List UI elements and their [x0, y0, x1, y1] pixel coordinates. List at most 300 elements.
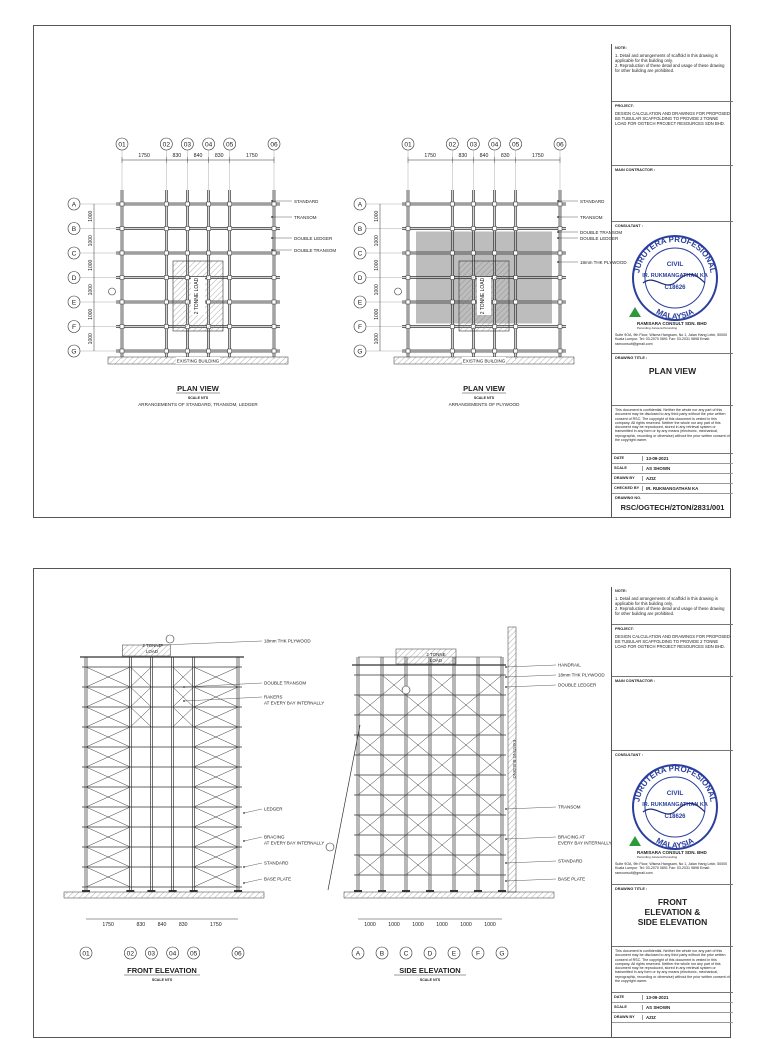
side-elevation: [326, 627, 612, 982]
grid-row-G-label: G: [357, 348, 363, 356]
coupler: [514, 202, 518, 206]
coupler: [514, 325, 518, 329]
front-leader-5: [244, 863, 262, 867]
coupler: [228, 325, 232, 329]
main-contractor-header: MAIN CONTRACTOR :: [615, 168, 656, 172]
side-callout-6: BASE PLATE: [558, 876, 586, 882]
meta-drawn-by-2: DRAWN BY AZIZ: [612, 1013, 733, 1023]
coupler: [406, 227, 410, 231]
existing-building-label: EXISTING BUILDING: [462, 358, 506, 364]
seal-top-path: JURUTERA PROFESIONAL: [632, 763, 718, 803]
main-contractor-box-2: [612, 677, 733, 751]
drawing-title-header: DRAWING TITLE :: [615, 356, 648, 360]
coupler: [272, 325, 276, 329]
side-dim-3: 1000: [436, 922, 448, 928]
side-grid-A-label: A: [355, 950, 361, 958]
front-dim-1: 830: [136, 922, 146, 928]
engineer-seal-icon: [625, 233, 725, 323]
grid-row-G-label: G: [71, 348, 77, 356]
drawing-title-box-2: [612, 885, 733, 947]
section-marker-icon: [326, 843, 334, 851]
sheet2-svg: [34, 569, 610, 1039]
grid-col-04-label: 04: [204, 141, 213, 149]
coupler: [450, 251, 454, 255]
grid-col-01-label: 01: [118, 141, 126, 149]
base-plate: [354, 890, 362, 892]
base-plate: [234, 890, 242, 892]
notes-box: [612, 44, 733, 102]
coupler: [120, 276, 124, 280]
dim-col-0: 1750: [138, 153, 150, 159]
callout-2: DOUBLE TRANSOM: [580, 229, 623, 235]
coupler: [471, 227, 475, 231]
callout-3: DOUBLE TRANSOM: [294, 247, 337, 253]
coupler: [558, 349, 562, 353]
callout-leader-0-tip: [557, 200, 559, 202]
side-callout-0: HANDRAIL: [558, 662, 581, 668]
coupler: [120, 300, 124, 304]
note-2: 2. Reproduction of these detail and usage of these drawing for other building are prohibited.: [615, 63, 725, 73]
coupler: [164, 325, 168, 329]
callout-leader-3-tip: [557, 237, 559, 239]
engineer-stamp-2: [615, 760, 730, 850]
dim-row-5: 1000: [88, 333, 94, 345]
ground-slab: [344, 892, 554, 898]
front-grid-05-label: 05: [189, 950, 198, 958]
front-leader-4-tip: [243, 840, 245, 842]
grid-row-F-label: F: [71, 323, 77, 331]
engineer-seal-icon: [625, 762, 725, 852]
side-leader-6-tip: [505, 880, 507, 882]
front-title: FRONT ELEVATION: [127, 966, 197, 975]
coupler: [164, 300, 168, 304]
coupler: [558, 251, 562, 255]
base-plate: [378, 890, 386, 892]
coupler: [493, 202, 497, 206]
base-plate: [126, 890, 134, 892]
callout-leader-1-tip: [557, 216, 559, 218]
coupler: [228, 227, 232, 231]
side-grid-F-label: F: [475, 950, 481, 958]
coupler: [185, 251, 189, 255]
grid-row-B-label: B: [357, 225, 363, 233]
confidential-text: This document is confidential. Neither the whole nor any part of this document may be disclosed to any third party without the prior written consent of RSC. The copyright of this document is vested in this company. All rights reserved. Neither the whole nor any part of this document may be reproduced, stored in any retrieval system or transmitted in any form or by any means (electronic, mechanical, reprographic, recording or otherwise) without the prior written consent of the copyright owner.: [615, 408, 730, 443]
ground-slab: [64, 892, 264, 898]
coupler: [514, 349, 518, 353]
seal-number: C18626: [664, 285, 686, 291]
coupler: [207, 202, 211, 206]
front-callout-0: 18mm THK PLYWOOD: [264, 638, 311, 644]
coupler: [207, 251, 211, 255]
side-grid-C-label: C: [403, 950, 409, 958]
coupler: [120, 202, 124, 206]
front-grid-02-label: 02: [126, 950, 135, 958]
dim-col-3: 830: [500, 153, 510, 159]
coupler: [120, 349, 124, 353]
coupler: [164, 349, 168, 353]
consultant-header: CONSULTANT :: [615, 224, 643, 228]
front-leader-4: [244, 837, 262, 841]
side-callout-1: 18mm THK PLYWOOD: [558, 672, 605, 678]
coupler: [207, 349, 211, 353]
front-leader-3-tip: [243, 812, 245, 814]
coupler: [406, 300, 410, 304]
base-plate: [474, 890, 482, 892]
coupler: [272, 300, 276, 304]
coupler: [164, 202, 168, 206]
drawing-no: RSC/OGTECH/2TON/2831/001: [620, 503, 725, 512]
coupler: [120, 227, 124, 231]
coupler: [406, 276, 410, 280]
load-label: 2 TONNE LOAD: [480, 277, 486, 315]
coupler: [164, 276, 168, 280]
section-marker-icon: [109, 288, 116, 295]
coupler: [514, 227, 518, 231]
front-grid-03-label: 03: [147, 950, 156, 958]
coupler: [185, 202, 189, 206]
callout-0: STANDARD: [294, 198, 319, 204]
coupler: [272, 202, 276, 206]
callout-leader-2-tip: [271, 237, 273, 239]
coupler: [228, 300, 232, 304]
callout-1: TRANSOM: [580, 214, 603, 220]
seal-top-path: JURUTERA PROFESIONAL: [632, 234, 718, 274]
callout-leader-0-tip: [271, 200, 273, 202]
plan-right: [354, 138, 627, 407]
coupler: [406, 202, 410, 206]
coupler: [514, 251, 518, 255]
coupler: [185, 227, 189, 231]
drawing-title-box: [612, 354, 733, 406]
consultant-header-2: CONSULTANT :: [615, 753, 643, 757]
coupler: [185, 349, 189, 353]
dim-row-0: 1000: [374, 210, 380, 222]
side-dim-2: 1000: [412, 922, 424, 928]
coupler: [558, 227, 562, 231]
coupler: [514, 276, 518, 280]
drawing-sheet-2: [33, 568, 731, 1038]
grid-col-06-label: 06: [270, 141, 278, 149]
grid-col-03-label: 03: [183, 141, 192, 149]
seal-name: IR. RUKMANGATHAN KA: [642, 802, 708, 808]
firm-address: Suite 9OA, 9th Floor, Wisma Hangsam, No 1, Jalan Hang Lekir, 50000 Kuala Lumpur. Tel: 03-2070 0891 Fax: 03-2031 9898 Email: ramconsult@gmail.com: [615, 333, 728, 346]
coupler: [272, 276, 276, 280]
front-callout-3: LEDGER: [264, 806, 283, 812]
grid-row-D-label: D: [71, 274, 77, 282]
grid-col-01-label: 01: [404, 141, 412, 149]
coupler: [514, 300, 518, 304]
front-leader-6: [244, 879, 262, 883]
coupler: [120, 325, 124, 329]
project-header-2: PROJECT:: [615, 627, 634, 631]
front-elevation: [64, 635, 324, 982]
coupler: [471, 349, 475, 353]
coupler: [493, 349, 497, 353]
front-leader-6-tip: [243, 882, 245, 884]
grid-row-B-label: B: [71, 225, 77, 233]
coupler: [493, 251, 497, 255]
front-grid-04-label: 04: [168, 950, 177, 958]
dim-row-1: 1000: [374, 235, 380, 247]
side-callout-2: DOUBLE LEDGER: [558, 682, 597, 688]
side-leader-3-tip: [505, 808, 507, 810]
side-dim-1: 1000: [388, 922, 400, 928]
side-callout-4: BRACING AT: [558, 834, 585, 840]
side-leader-0-tip: [505, 666, 507, 668]
project-header: PROJECT:: [615, 104, 634, 108]
coupler: [228, 349, 232, 353]
side-grid-D-label: D: [427, 950, 433, 958]
meta-table-2: [612, 993, 733, 1023]
confidential-text-2: This document is confidential. Neither the whole nor any part of this document may be disclosed to any third party without the prior written consent of RSC. The copyright of this document is vested in this company. All rights reserved. Neither the whole nor any part of this document may be reproduced, stored in any retrieval system or transmitted in any form or by any means (electronic, mechanical, reprographic, recording or otherwise) without the prior written consent of the copyright owner.: [615, 949, 730, 984]
callout-4: 18mm THK PLYWOOD: [580, 259, 627, 265]
drawing-no-header: DRAWING NO.: [615, 496, 642, 500]
firm-logo-icon: [629, 307, 641, 317]
meta-scale-2: SCALE AS SHOWN: [612, 1003, 733, 1013]
note-1: 1. Detail and arrangements of scaffold in this drawing is applicable for this building only.: [615, 53, 718, 63]
coupler: [272, 251, 276, 255]
coupler: [558, 202, 562, 206]
front-leader-1: [184, 683, 262, 687]
section-marker-icon-2: [402, 686, 410, 694]
grid-col-05-label: 05: [511, 141, 520, 149]
firm-address-2: Suite 9OA, 9th Floor, Wisma Hangsam, No 1, Jalan Hang Lekir, 50000 Kuala Lumpur. Tel: 03-2070 0891 Fax: 03-2031 9898 Email: ramconsult@gmail.com: [615, 862, 728, 875]
meta-scale: SCALE AS SHOWN: [612, 464, 733, 474]
dim-row-5: 1000: [374, 333, 380, 345]
seal-bottom-path: MALAYSIA: [654, 306, 696, 322]
dim-row-2: 1000: [374, 259, 380, 271]
drawing-title-header-2: DRAWING TITLE :: [615, 887, 648, 891]
view-subtitle: ARRANGEMENTS OF PLYWOOD: [448, 402, 520, 407]
side-leader-5-tip: [505, 862, 507, 864]
front-grid-01-label: 01: [82, 950, 90, 958]
seal-number: C18626: [664, 814, 686, 820]
coupler: [471, 251, 475, 255]
grid-row-A-label: A: [357, 201, 363, 209]
seal-bottom-text: [655, 836, 696, 850]
section-marker-icon: [166, 635, 174, 643]
firm-reg: Perunding Jurutera Perunding: [637, 326, 678, 330]
coupler: [558, 276, 562, 280]
grid-row-A-label: A: [71, 201, 77, 209]
meta-drawn-by: DRAWN BY AZIZ: [612, 474, 733, 484]
dim-row-4: 1000: [88, 308, 94, 320]
firm-name: RAMISARA CONSULT SDN. BHD: [637, 321, 707, 326]
coupler: [450, 349, 454, 353]
front-scale: SCALE NTS: [151, 978, 173, 982]
grid-col-04-label: 04: [490, 141, 499, 149]
side-grid-E-label: E: [451, 950, 457, 958]
dim-col-2: 840: [193, 153, 203, 159]
dim-col-4: 1750: [532, 153, 544, 159]
main-contractor-box: [612, 166, 733, 222]
dim-col-4: 1750: [246, 153, 258, 159]
main-contractor-header-2: MAIN CONTRACTOR :: [615, 679, 656, 683]
grid-col-03-label: 03: [469, 141, 478, 149]
grid-row-E-label: E: [357, 299, 363, 307]
dim-col-1: 830: [458, 153, 468, 159]
base-plate: [147, 890, 155, 892]
dim-col-1: 830: [172, 153, 182, 159]
project-text-2: DESIGN CALCULATION AND DRAWINGS FOR PROPOSED BS TUBULAR SCAFFOLDING TO PROVIDE 2 TONNE LOAD FOR OGTECH PROJECT RESOURCES SDN BHD.: [615, 634, 730, 649]
seal-bottom-text: [655, 307, 696, 321]
dim-row-3: 1000: [88, 284, 94, 296]
note-2-2: 2. Reproduction of these detail and usage of these drawing for other building are prohibited.: [615, 606, 725, 616]
view-scale: SCALE NTS: [187, 396, 209, 400]
dim-col-2: 840: [479, 153, 489, 159]
front-dim-4: 1750: [210, 922, 222, 928]
dim-row-2: 1000: [88, 259, 94, 271]
project-box-2: [612, 625, 733, 677]
coupler: [471, 202, 475, 206]
dim-row-4: 1000: [374, 308, 380, 320]
front-callout-4: BRACING: [264, 834, 285, 840]
base-plate: [426, 890, 434, 892]
drawing-sheet-1: [33, 25, 731, 518]
coupler: [450, 227, 454, 231]
front-leader-1-tip: [183, 686, 185, 688]
grid-row-C-label: C: [357, 250, 363, 258]
meta-table: [612, 454, 733, 494]
drawing-title: PLAN VIEW: [648, 366, 697, 376]
grid-col-05-label: 05: [225, 141, 234, 149]
side-leader-4-tip: [505, 838, 507, 840]
side-grid-G-label: G: [499, 950, 505, 958]
coupler: [558, 300, 562, 304]
side-dim-0: 1000: [364, 922, 376, 928]
side-callout-3: TRANSOM: [558, 804, 581, 810]
side-dim-5: 1000: [484, 922, 496, 928]
coupler: [450, 276, 454, 280]
view-title: PLAN VIEW: [177, 384, 219, 393]
coupler: [272, 227, 276, 231]
coupler: [164, 227, 168, 231]
side-callout-5: STANDARD: [558, 858, 583, 864]
callout-1: TRANSOM: [294, 214, 317, 220]
firm-reg-2: Perunding Jurutera Perunding: [637, 855, 678, 859]
base-plate: [190, 890, 198, 892]
front-callout-2: RAKERS: [264, 694, 283, 700]
meta-date: DATE 13-09-2021: [612, 454, 733, 464]
drawing-title-2: FRONT ELEVATION & SIDE ELEVATION: [637, 897, 708, 927]
callout-3: DOUBLE LEDGER: [580, 235, 619, 241]
front-dim-2: 840: [157, 922, 167, 928]
seal-civil: CIVIL: [666, 790, 684, 797]
grid-row-D-label: D: [357, 274, 363, 282]
coupler: [272, 349, 276, 353]
view-scale: SCALE NTS: [473, 396, 495, 400]
seal-name: IR. RUKMANGATHAN KA: [642, 273, 708, 279]
front-callout-5: STANDARD: [264, 860, 289, 866]
coupler: [228, 251, 232, 255]
drawing-no-box: [612, 494, 733, 514]
seal-civil: CIVIL: [666, 261, 684, 268]
dim-row-0: 1000: [88, 210, 94, 222]
coupler: [450, 325, 454, 329]
front-grid-06-label: 06: [234, 950, 242, 958]
coupler: [406, 325, 410, 329]
coupler: [450, 300, 454, 304]
grid-col-06-label: 06: [556, 141, 564, 149]
front-callout-1: DOUBLE TRANSOM: [264, 680, 307, 686]
side-title: SIDE ELEVATION: [399, 966, 461, 975]
side-leader-1-tip: [505, 676, 507, 678]
raker: [328, 725, 360, 890]
grid-row-C-label: C: [71, 250, 77, 258]
consultant-box-2: [612, 751, 733, 885]
callout-2: DOUBLE LEDGER: [294, 235, 333, 241]
base-plate: [82, 890, 90, 892]
notes-header-2: NOTE:: [615, 589, 627, 593]
front-callout-2-b: AT EVERY BAY INTERNALLY: [264, 700, 325, 706]
coupler: [228, 202, 232, 206]
confidential-box: [612, 406, 733, 454]
front-callout-6: BASE PLATE: [264, 876, 292, 882]
coupler: [493, 227, 497, 231]
project-box: [612, 102, 733, 166]
side-grid-B-label: B: [379, 950, 385, 958]
callout-leader-4-tip: [557, 261, 559, 263]
meta-date-2: DATE 13-09-2021: [612, 993, 733, 1003]
side-load-label-b: LOAD: [429, 658, 443, 663]
front-callout-4-b: AT EVERY BAY INTERNALLY: [264, 840, 325, 846]
load-label: 2 TONNE LOAD: [194, 277, 200, 315]
base-plate: [498, 890, 506, 892]
notes-header: NOTE:: [615, 46, 627, 50]
firm-name-2: RAMISARA CONSULT SDN. BHD: [637, 850, 707, 855]
section-marker-icon: [395, 288, 402, 295]
side-dim-4: 1000: [460, 922, 472, 928]
front-leader-0: [162, 641, 262, 645]
existing-building-label: EXISTING BUILDING: [176, 358, 220, 364]
seal-bottom-path: MALAYSIA: [654, 835, 696, 851]
grid-col-02-label: 02: [162, 141, 171, 149]
view-subtitle: ARRANGEMENTS OF STANDARD, TRANSOM, LEDGER: [138, 402, 258, 407]
grid-col-02-label: 02: [448, 141, 457, 149]
front-leader-5-tip: [243, 866, 245, 868]
front-dim-0: 1750: [102, 922, 114, 928]
grid-row-E-label: E: [71, 299, 77, 307]
confidential-box-2: [612, 947, 733, 993]
coupler: [120, 251, 124, 255]
grid-row-F-label: F: [357, 323, 363, 331]
coupler: [228, 276, 232, 280]
dim-col-3: 830: [214, 153, 224, 159]
coupler: [406, 251, 410, 255]
side-load-label: 2 TONNE: [426, 652, 446, 657]
coupler: [558, 325, 562, 329]
view-title: PLAN VIEW: [463, 384, 505, 393]
base-plate: [402, 890, 410, 892]
consultant-box: [612, 222, 733, 354]
firm-logo-icon: [629, 836, 641, 846]
front-leader-2-tip: [183, 700, 185, 702]
side-leader-2-tip: [505, 686, 507, 688]
coupler: [207, 227, 211, 231]
dim-row-3: 1000: [374, 284, 380, 296]
coupler: [450, 202, 454, 206]
callout-leader-1-tip: [271, 216, 273, 218]
project-text: DESIGN CALCULATION AND DRAWINGS FOR PROPOSED BS TUBULAR SCAFFOLDING TO PROVIDE 2 TONNE LOAD FOR OGTECH PROJECT RESOURCES SDN BHD.: [615, 111, 730, 126]
coupler: [164, 251, 168, 255]
dim-col-0: 1750: [424, 153, 436, 159]
base-plate: [169, 890, 177, 892]
front-load-label: 2 TONNE: [142, 643, 162, 648]
callout-0: STANDARD: [580, 198, 605, 204]
side-scale: SCALE NTS: [419, 978, 441, 982]
callout-leader-2-tip: [557, 231, 559, 233]
title-block-1: [611, 44, 733, 517]
